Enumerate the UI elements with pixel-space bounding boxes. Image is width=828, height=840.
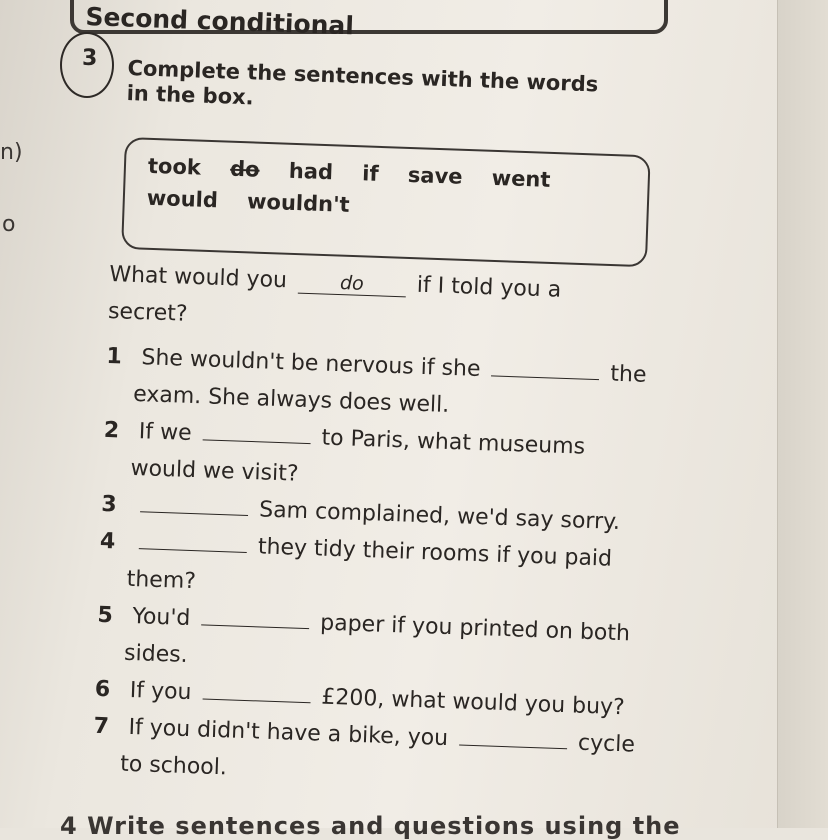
item-number: 4 (99, 528, 116, 555)
next-exercise-text: Write sentences and questions using the (87, 812, 681, 840)
sentence-text: £200, what would you buy? (320, 684, 626, 721)
sentence-text: they tidy their rooms if you paid (257, 534, 613, 572)
word-row (146, 186, 371, 218)
answer-blank[interactable] (202, 419, 311, 444)
sentence-text: the (609, 361, 647, 388)
page-edge (777, 0, 828, 828)
section-title: Second conditional (84, 2, 355, 41)
sentence-text: them? (126, 566, 197, 595)
sentence-text: sides. (123, 640, 189, 668)
answer-blank[interactable] (491, 355, 600, 380)
word-row (148, 154, 573, 193)
item-number: 6 (94, 676, 111, 703)
sentence-text: paper if you printed on both (319, 610, 631, 647)
word: went (491, 165, 551, 192)
item-number: 5 (97, 602, 114, 629)
sentence-text: to school. (119, 751, 228, 781)
answer-blank[interactable] (459, 724, 568, 749)
next-exercise-number: 4 (60, 812, 78, 840)
answer-blank[interactable] (139, 528, 248, 553)
margin-mark: o (2, 212, 16, 237)
example-answer: do (297, 273, 406, 298)
item-number: 3 (100, 491, 118, 518)
sentence-text: exam. She always does well. (132, 381, 450, 418)
item-number: 7 (93, 713, 110, 740)
answer-blank[interactable] (140, 491, 249, 516)
instruction: Complete the sentences with the words in the box. (126, 56, 599, 110)
next-exercise-heading (60, 812, 681, 840)
item-number: 1 (106, 343, 123, 370)
word-box (121, 137, 651, 267)
word-crossed-out: do (229, 156, 260, 182)
answer-blank[interactable] (202, 679, 311, 704)
sentence-text: Sam complained, we'd say sorry. (258, 497, 621, 535)
sentence-text: If you (129, 677, 192, 706)
exercise-number: 3 (82, 46, 98, 71)
word: would (146, 185, 219, 213)
example-text: if I told you a (416, 272, 562, 303)
sentence-text: You'd (131, 604, 191, 632)
word: wouldn't (246, 189, 350, 217)
sentence-text: She wouldn't be nervous if she (141, 345, 481, 382)
item-number: 2 (103, 417, 120, 444)
example-text: secret? (107, 298, 188, 327)
margin-mark: n) (0, 140, 23, 165)
exercise-sentences (92, 256, 670, 801)
word: took (147, 153, 202, 180)
sentence-text: would we visit? (130, 455, 299, 487)
sentence-text: to Paris, what museums (321, 425, 586, 460)
sentence-text: If we (138, 419, 193, 446)
word: had (288, 158, 334, 185)
sentence-text: If you didn't have a bike, you (128, 714, 449, 752)
word: if (361, 161, 380, 186)
answer-blank[interactable] (201, 604, 310, 629)
word: save (407, 162, 463, 189)
sentence-text: cycle (577, 730, 636, 758)
example-text: What would you (108, 261, 288, 294)
